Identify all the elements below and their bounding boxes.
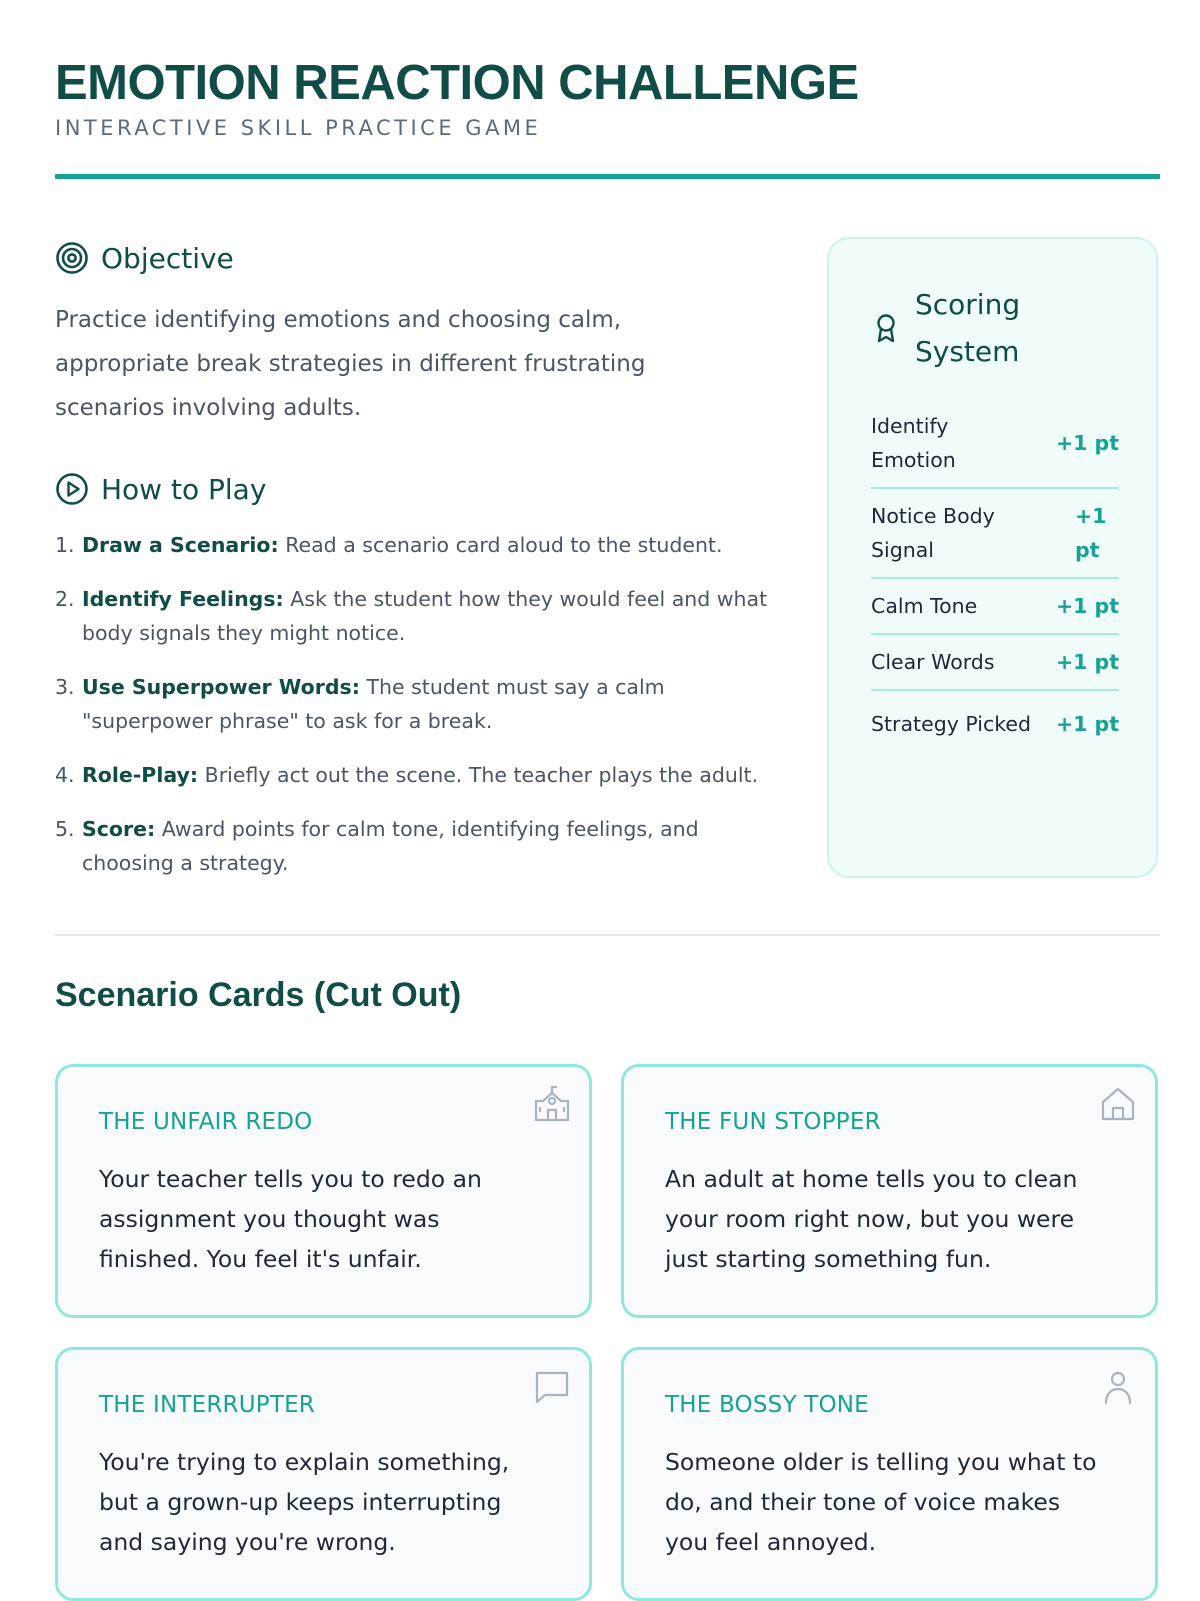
step-title: Draw a Scenario:: [82, 533, 279, 557]
step-title: Identify Feelings:: [82, 587, 284, 611]
step-text: Read a scenario card aloud to the student.: [278, 533, 723, 557]
score-criterion: Strategy Picked: [871, 712, 1031, 736]
scenario-card-text: Someone older is telling you what to do, and their tone of voice makes you feel annoyed.: [665, 1448, 1097, 1556]
score-criterion: Calm Tone: [871, 594, 978, 618]
page-subtitle: INTERACTIVE SKILL PRACTICE GAME: [55, 116, 542, 140]
objective-text: Practice identifying emotions and choosing calm, appropriate break strategies in different frustrating scenarios involving adults.: [55, 307, 646, 421]
how-to-play-steps: [55, 528, 795, 900]
step-number: 1.: [55, 533, 75, 557]
score-row: [871, 489, 1119, 579]
target-icon: [55, 241, 89, 275]
score-points: +1 pt: [1075, 504, 1107, 562]
score-row: [871, 635, 1119, 691]
scenario-card-text: An adult at home tells you to clean your room right now, but you were just starting something fun.: [665, 1165, 1078, 1273]
score-row: [871, 691, 1119, 751]
how-to-play-heading-label: How to Play: [101, 472, 267, 506]
objective-heading-label: Objective: [101, 241, 234, 275]
score-row: [871, 579, 1119, 635]
scoring-system-panel: [827, 237, 1158, 878]
scenario-card: [55, 1347, 592, 1601]
header-rule: [55, 174, 1160, 179]
worksheet-page: [55, 0, 1160, 1600]
objective-heading: [55, 241, 234, 275]
scenario-card-text: You're trying to explain something, but a grown-up keeps interrupting and saying you're wrong.: [99, 1448, 510, 1556]
step-title: Use Superpower Words:: [82, 675, 360, 699]
step-item: [55, 758, 795, 792]
scenario-card-title: THE UNFAIR REDO: [99, 1109, 313, 1135]
score-criterion: Identify Emotion: [871, 414, 956, 472]
scenario-card: [621, 1064, 1158, 1318]
scenario-cards-heading: Scenario Cards (Cut Out): [55, 976, 462, 1014]
step-item: [55, 812, 795, 880]
scoring-list: [871, 399, 1119, 751]
school-icon: [532, 1084, 572, 1124]
scenario-card-text: Your teacher tells you to redo an assignment you thought was finished. You feel it's unfair.: [99, 1165, 482, 1273]
play-circle-icon: [55, 472, 89, 506]
score-criterion: Notice Body Signal: [871, 504, 995, 562]
score-row: [871, 399, 1119, 489]
scoring-heading: [873, 281, 1045, 375]
step-text: Award points for calm tone, identifying feelings, and choosing a strategy.: [82, 817, 699, 875]
score-points: +1 pt: [1055, 712, 1119, 736]
step-text: Briefly act out the scene. The teacher plays the adult.: [198, 763, 759, 787]
scenario-card-title: THE BOSSY TONE: [665, 1392, 869, 1418]
scenario-card: [55, 1064, 592, 1318]
person-icon: [1098, 1367, 1138, 1407]
page-title: EMOTION REACTION CHALLENGE: [55, 56, 859, 110]
scenario-card-title: THE INTERRUPTER: [99, 1392, 315, 1418]
scoring-heading-label: Scoring System: [915, 288, 1021, 368]
step-title: Role-Play:: [82, 763, 199, 787]
step-number: 5.: [55, 817, 75, 841]
step-text: The student must say a calm "superpower phrase" to ask for a break.: [82, 675, 665, 733]
award-icon: [873, 312, 899, 344]
section-divider: [55, 934, 1160, 936]
step-number: 4.: [55, 763, 75, 787]
step-text: Ask the student how they would feel and what body signals they might notice.: [82, 587, 768, 645]
step-number: 2.: [55, 587, 75, 611]
score-points: +1 pt: [1055, 594, 1119, 618]
chat-bubble-icon: [532, 1367, 572, 1407]
step-item: [55, 670, 795, 738]
step-item: [55, 528, 795, 562]
step-item: [55, 582, 795, 650]
score-criterion: Clear Words: [871, 650, 995, 674]
score-points: +1 pt: [1055, 650, 1119, 674]
score-points: +1 pt: [1055, 431, 1119, 455]
home-icon: [1098, 1084, 1138, 1124]
step-number: 3.: [55, 675, 75, 699]
step-title: Score:: [82, 817, 156, 841]
scenario-card-title: THE FUN STOPPER: [665, 1109, 881, 1135]
scenario-card: [621, 1347, 1158, 1601]
how-to-play-heading: [55, 472, 266, 506]
